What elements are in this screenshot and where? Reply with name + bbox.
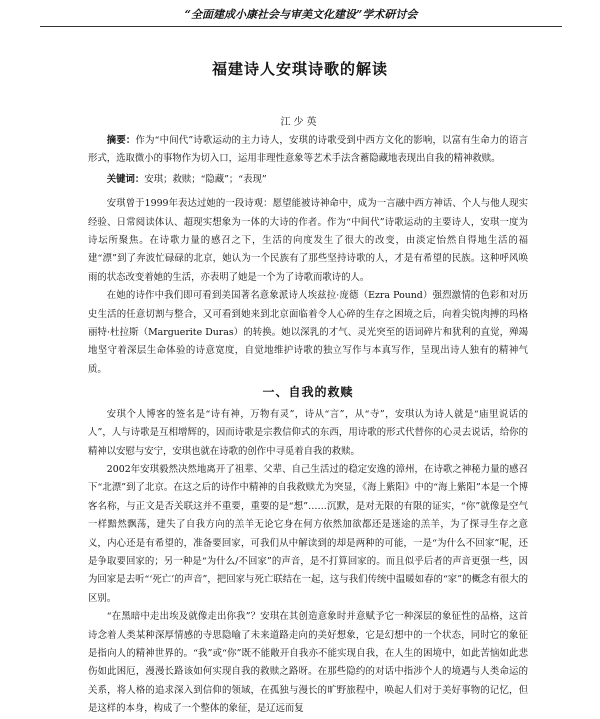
paper-body: [88, 132, 528, 719]
abstract-label: 摘要：: [106, 135, 136, 146]
section-paragraph-2: 2002年安琪毅然决然地离开了祖辈、父辈、自己生活过的稳定安逸的漳州，在诗歌之神秘力量的感召下“北漂”到了北京。在这之后的诗作中精神的自我救赎尤为突显，《海上紫阳》中的“海上紫阳”本是一个博客名称，与正文是否关联这并不重要，重要的是“想”……沉默，是对无限的有限的证实，“你”就像是空气一样黯然飘荡，建失了自我方向的羔羊无论它身在何方依然加欲都还是迷途的羔羊，为了探寻生存之意义，内心还是有希望的，准备要回家，可我们从中解读到的却是两种的可能，一是“为什么不回家”呢，还是争取要回家的；另一种是“为什么/不回家”的声音，是不打算回家的。而且似乎后者的声音更强一些，因为回家是去听“‘死亡’的声音”，把回家与死亡联结在一起，这与我们传统中温暖如春的“家”的概念有很大的区别。: [88, 463, 528, 604]
section-heading: 一、自我的救赎: [262, 385, 354, 400]
paper-title: 福建诗人安琪诗歌的解读: [211, 60, 388, 78]
intro-paragraph-1: 安琪曾于1999年表达过她的一段诗观：愿望能被诗神命中，成为一言融中西方神话、个人与他人现实经验、日常阅读体认、超现实想象为一体的大诗的作者。作为“中间代”诗歌运动的主要诗人，安琪一度为诗坛所聚焦。在诗歌力量的感召之下，生活的向度发生了很大的改变，由淡定怡然自得地生活的福建“漂”到了奔波忙碌碌的北京，她认为一个民族有了那些坚持诗歌的人，才是有希望的民族。这种呼风唤雨的状态改变着她的生活，亦表明了她是一个为了诗歌而歌诗的人。: [88, 198, 528, 283]
running-header: “全面建成小康社会与审美文化建设”学术研讨会: [40, 6, 562, 27]
intro-paragraph-2: 在她的诗作中我们即可看到美国著名意象派诗人埃兹拉·庞德（Ezra Pound）强烈激情的色彩和对历史生活的任意切割与整合，又可看到她来到北京面临着令人心碎的生存之困境之后，向着尖锐肉搏的玛格丽特·杜拉斯（Marguerite Duras）的转换。她以深乳的才气、灵光突至的语词碎片和犹利的直觉，殚竭地坚守着深层生命体验的诗意宽度，自觉地维护诗歌的独立写作与本真写作，呈现出诗人独有的精神气质。: [88, 290, 528, 375]
author-name: 江少英: [280, 117, 320, 128]
section-paragraph-1: 安琪个人博客的签名是“诗有神，万物有灵”，诗从“言”，从“寺”，安琪认为诗人就是“庙里说话的人”，人与诗歌是互相增辉的，因而诗歌是宗教信仰式的东西，用诗歌的形式代替你的心灵去说话，给你的精神以安慰与安宁，安琪也就在诗歌的创作中寻觅着自我的救赎。: [88, 408, 528, 457]
keywords-label: 关键词：: [106, 173, 145, 185]
section-paragraph-3: “在黑暗中走出埃及就像走出你我”？安琪在其创造意象时并意赋予它一种深层的象征性的品格，这首诗念着人类某种深厚情感的寺思隐喻了未来道路走向的美好想象，它是幻想中的一个状态，同时它的象征是指向人的精神世界的。“我”或“你”既不能敞开自我亦不能实现自我，在人生的困境中，如此苦恼如此悲伤如此困厄，漫漫长路该如何实现自我的救赎之路呀。在那些隐约的对话中指涉个人的境遇与人类命运的关系，将人格的追求深入到信仰的领域，在孤独与漫长的旷野旅程中，唤起人们对于美好事物的记忆，但是这样的本身，构成了一个整体的象征，是辽远而复: [88, 611, 528, 715]
abstract-text: 作为“中间代”诗歌运动的主力诗人，安琪的诗歌受到中西方文化的影响，以富有生命力的语言形式，选取微小的事物作为切入口，运用非理性意象等艺术手法含蓄隐藏地表现出自我的精神救赎。: [88, 135, 528, 165]
keywords-text: 安琪；救赎；“隐藏”；“表现”: [144, 173, 267, 185]
abstract: [88, 132, 528, 169]
keywords: [88, 171, 528, 189]
